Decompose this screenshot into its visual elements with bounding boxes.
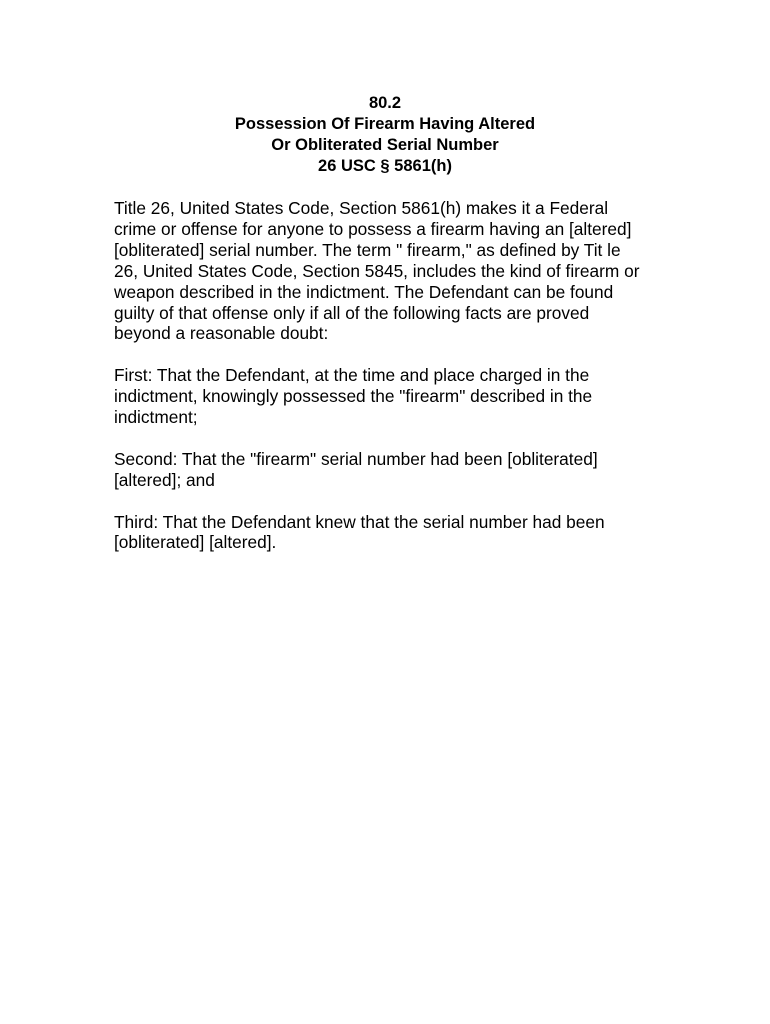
document-heading — [0, 93, 770, 177]
text-line: [obliterated] [altered]. — [114, 532, 277, 553]
text-line: [obliterated] serial number. The term " firearm," as defined by Tit le — [114, 239, 621, 260]
paragraph-second-element — [114, 449, 674, 491]
text-line: [altered]; and — [114, 469, 215, 490]
paragraph-intro — [114, 198, 674, 344]
text-line: indictment, knowingly possessed the "firearm" described in the — [114, 386, 593, 407]
text-line: beyond a reasonable doubt: — [114, 323, 329, 344]
text-line: guilty of that offense only if all of the following facts are proved — [114, 302, 590, 323]
paragraph-first-element — [114, 365, 674, 428]
text-line: First: That the Defendant, at the time and place charged in the — [114, 365, 590, 386]
text-line: 26, United States Code, Section 5845, includes the kind of firearm or — [114, 260, 640, 281]
text-line: Title 26, United States Code, Section 5861(h) makes it a Federal — [114, 198, 609, 218]
text-line: weapon described in the indictment. The Defendant can be found — [114, 281, 614, 302]
text-line: Third: That the Defendant knew that the serial number had been — [114, 511, 605, 532]
instruction-number: 80.2 — [368, 94, 402, 112]
document-body — [114, 198, 674, 574]
paragraph-third-element — [114, 512, 674, 554]
text-line: crime or offense for anyone to possess a firearm having an [altered] — [114, 218, 632, 239]
statute-citation: 26 USC § 5861(h) — [318, 157, 452, 175]
text-line: Second: That the "firearm" serial number had been [obliterated] — [114, 448, 598, 469]
text-line: indictment; — [114, 407, 198, 428]
instruction-title-line-1: Possession Of Firearm Having Altered — [234, 115, 536, 133]
instruction-title-line-2: Or Obliterated Serial Number — [271, 136, 499, 154]
